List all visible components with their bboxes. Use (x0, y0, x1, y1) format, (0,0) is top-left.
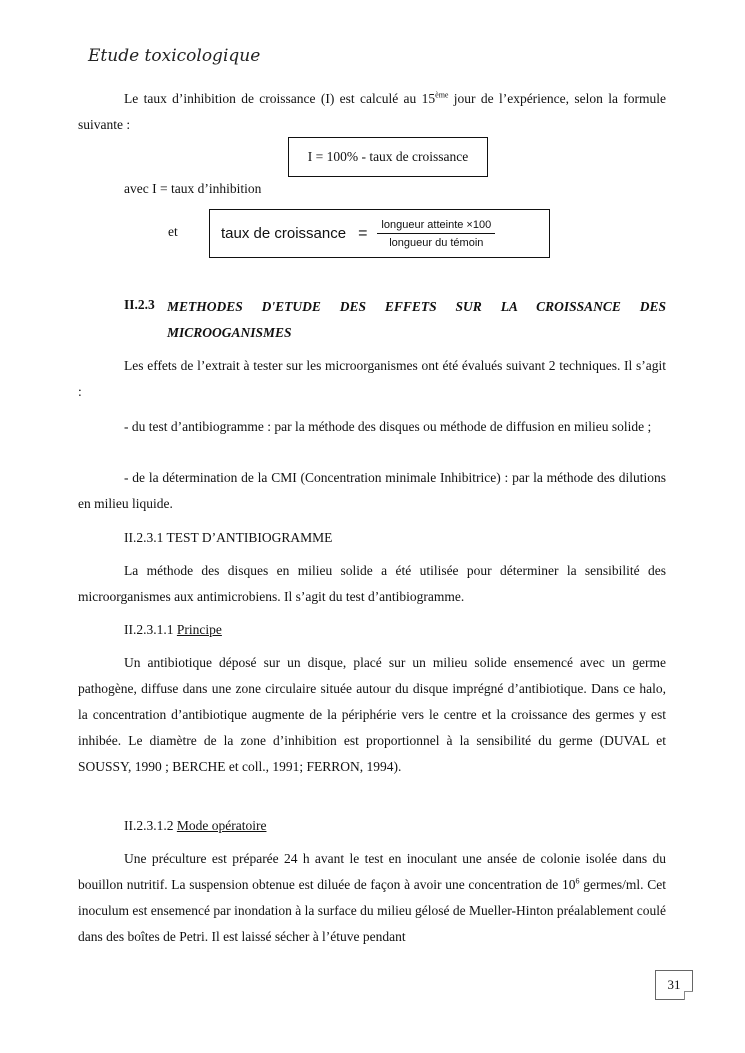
page-number: 31 (655, 970, 693, 1000)
bullet-antibiogramme: - du test d’antibiogramme : par la méthode des disques ou méthode de diffusion en milieu solide ; (124, 419, 652, 434)
intro-paragraph: Le taux d’inhibition de croissance (I) est calculé au 15ème jour de l’expérience, selon la formule suivante : (78, 90, 667, 132)
formula-growth-box (209, 209, 550, 258)
formula-growth-lhs: taux de croissance (221, 225, 347, 242)
fraction-denominator: longueur du témoin (389, 236, 484, 249)
subsection-test-antibiogramme: II.2.3.1 TEST D’ANTIBIOGRAMME (124, 530, 333, 545)
principe-paragraph: Un antibiotique déposé sur un disque, placé sur un milieu solide ensemencé avec un germe pathogène, diffuse dans une zone circulaire située autour du disque imprégné d’antibiotique. Dans ce halo, la concentration d’antibiotique augmente de la périphérie vers le centre et la croissance des germes y est inhibée. Le diamètre de la zone d’inhibition est proportionnel à la sensibilité du germe (DUVAL et SOUSSY, 1990 ; BERCHE et coll., 1991; FERRON, 1994). (78, 655, 666, 774)
formula-fraction (377, 219, 495, 249)
subsection-principe: II.2.3.1.1 Principe (124, 622, 222, 637)
mode-paragraph: Une préculture est préparée 24 h avant le test en inoculant une ansée de colonie isolée dans du bouillon nutritif. La suspension obtenue est diluée de façon à avoir une concentration de $10^6$ germes/ml. Cet inoculum est ensemencé par inondation à la surface du milieu gélosé de Mueller-Hinton préalablement coulé dans des boîtes de Petri. Il est laissé sécher à l’étuve pendant (78, 851, 667, 944)
formula-inhibition-box (288, 137, 488, 177)
et-label: et (168, 224, 178, 239)
bullet-cmi: - de la détermination de la CMI (Concentration minimale Inhibitrice) : par la méthode des dilutions en milieu liquide. (78, 470, 666, 511)
formula-equals: = (358, 224, 368, 242)
formula-inhibition: I = 100% - taux de croissance (307, 149, 469, 164)
avec-line: avec I = taux d’inhibition (124, 181, 262, 196)
disques-paragraph: La méthode des disques en milieu solide a été utilisée pour déterminer la sensibilité des microorganismes aux antimicrobiens. Il s’agit du test d’antibiogramme. (78, 563, 666, 604)
subsection-mode-operatoire: II.2.3.1.2 Mode opératoire (124, 818, 267, 833)
running-header: Etude toxicologique (88, 46, 261, 66)
effects-paragraph: Les effets de l’extrait à tester sur les microorganismes ont été évalués suivant 2 techniques. Il s’agit : (78, 358, 666, 399)
section-title: METHODES D'ETUDE DES EFFETS SUR LA CROISSANCE DES MICROOGANISMES (167, 299, 666, 340)
fraction-numerator: longueur atteinte ×100 (377, 219, 495, 234)
section-number: II.2.3 (124, 297, 155, 312)
